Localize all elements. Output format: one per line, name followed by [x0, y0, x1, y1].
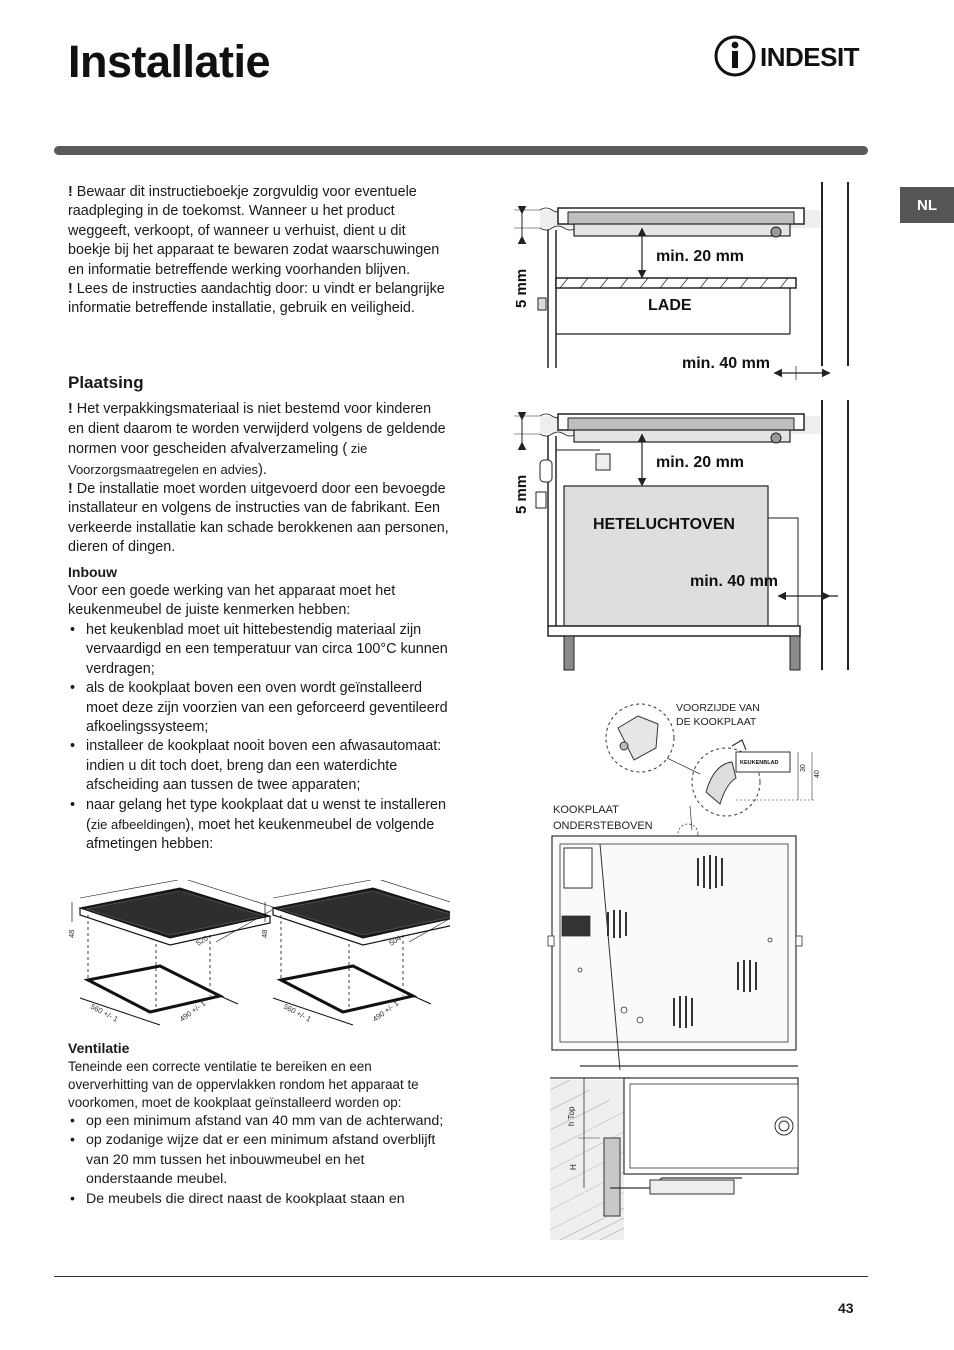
- list-item: • als de kookplaat boven een oven wordt geïnstalleerd moet deze zijn voorzien van een geforceerd geventileerd afkoelingssysteem;: [68, 679, 450, 737]
- oven-side-label: 5 mm: [513, 474, 530, 514]
- lade-gap-back-label: min. 40 mm: [682, 355, 771, 372]
- inbouw-intro: Voor een goede werking van het apparaat moet het keukenmeubel de juiste kenmerken hebben:: [68, 583, 396, 619]
- list-item: • het keukenblad moet uit hittebestendig materiaal zijn vervaardigd en een temperatuur van circa 100°C kunnen verdragen;: [68, 621, 450, 679]
- list-item: • installeer de kookplaat nooit boven een afwasautomaat: indien u dit toch doet, breng dan een waterdichte afscheiding aan tussen de twee apparaten;: [68, 737, 450, 795]
- oven-box-label: HETELUCHTOVEN: [593, 516, 735, 533]
- plaatsing-heading: Plaatsing: [68, 373, 144, 392]
- ventilatie-heading: Ventilatie: [68, 1040, 130, 1056]
- upside-label-line2: ONDERSTEBOVEN: [553, 820, 653, 832]
- brand-name: INDESIT: [760, 42, 860, 72]
- header-rule: [54, 146, 868, 155]
- ventilatie-intro: Teneinde een correcte ventilatie te bereiken en een oververhitting van de oppervlakken rondom het apparaat te voorkomen, moet de kookplaat geïnstalleerd worden op:: [68, 1059, 419, 1110]
- inbouw-heading: Inbouw: [68, 563, 117, 580]
- plaatsing-section: [68, 373, 450, 855]
- indesit-logo: [714, 34, 874, 78]
- dim-height-right: 48: [260, 929, 269, 938]
- lade-side-label: 5 mm: [513, 268, 530, 308]
- lade-gap-top-label: min. 20 mm: [656, 248, 745, 265]
- ventilatie-list: [68, 1112, 450, 1209]
- oven-gap-top-label: min. 20 mm: [656, 454, 745, 471]
- footer-rule: [54, 1276, 868, 1277]
- worktop-tag: KEUKENBLAD: [740, 760, 779, 766]
- plaatsing-paragraph-1: ! Het verpakkingsmateriaal is niet bestemd voor kinderen en dient daarom te worden verwijderd volgens de geldende normen voor gescheiden afvalverzameling ( zie Voorzorgsmaatregelen en advies).: [68, 401, 446, 478]
- page-title: Installatie: [68, 36, 271, 87]
- inbouw-list: [68, 621, 450, 855]
- intro-paragraph-1: ! Bewaar dit instructieboekje zorgvuldig voor eventuele raadpleging in de toekomst. Wanneer u het product weggeeft, verkoopt, of wanneer u verhuist, dient u dit boekje bij het apparaat te bewaren zodat waarschuwingen en informatie betreffende werking voorhanden blijven.: [68, 184, 440, 278]
- list-item: • De meubels die direct naast de kookplaat staan en: [68, 1190, 450, 1209]
- upside-label-line1: KOOKPLAAT: [553, 804, 619, 816]
- dim-cut-depth-right: 490 +/- 1: [370, 998, 401, 1024]
- intro-paragraph-2: ! Lees de instructies aandachtig door: u vindt er belangrijke informatie betreffende installatie, gebruik en veiligheid.: [68, 281, 445, 317]
- diagram-heteluchtoven: [514, 400, 848, 670]
- installation-diagrams: [500, 180, 860, 1250]
- dim-top-depth-left: 520: [194, 933, 210, 948]
- ventilatie-section: [68, 1039, 450, 1209]
- page-number: 43: [838, 1300, 854, 1316]
- front-label-line2: DE KOOKPLAAT: [676, 716, 757, 728]
- intro-section: [68, 183, 450, 319]
- list-item: • op een minimum afstand van 40 mm van de achterwand;: [68, 1112, 450, 1131]
- cutout-dimensions-figure: [60, 880, 450, 1040]
- plaatsing-paragraph-2: ! De installatie moet worden uitgevoerd door een bevoegde installateur en volgens de instructies van de fabrikant. Een verkeerde installatie kan schade berokkenen aan personen, dieren of dingen.: [68, 481, 449, 556]
- list-item: • op zodanige wijze dat er een minimum afstand overblijft van 20 mm tussen het inbouwmeubel en het onderstaande meubel.: [68, 1131, 450, 1189]
- dim-top-depth-right: 504: [387, 933, 403, 948]
- lade-box-label: LADE: [648, 297, 692, 314]
- language-tab: NL: [900, 187, 954, 223]
- diagram-lade: [514, 182, 848, 380]
- dim-cut-width-right: 560 +/- 1: [282, 1001, 313, 1024]
- oven-gap-back-label: min. 40 mm: [690, 573, 779, 590]
- cutout-right: [265, 880, 450, 1025]
- list-item: • naar gelang het type kookplaat dat u wenst te installeren (zie afbeeldingen), moet het keukenmeubel de volgende afmetingen hebben:: [68, 796, 450, 855]
- h-top-label: h Top: [567, 1106, 576, 1126]
- dim-top-width-right: 574: [371, 889, 384, 898]
- front-label-line1: VOORZIJDE VAN: [676, 702, 760, 714]
- dim-cut-width-left: 560 +/- 1: [89, 1001, 120, 1024]
- dim-30-label: 30: [800, 764, 807, 772]
- dim-height-left: 48: [67, 929, 76, 938]
- dim-40-label: 40: [814, 770, 821, 778]
- diagram-bevestiging: [548, 704, 816, 1240]
- h-label: H: [569, 1164, 578, 1170]
- cutout-left: [72, 880, 276, 1025]
- dim-top-width-left: 590: [178, 889, 191, 898]
- dim-cut-depth-left: 490 +/- 1: [177, 998, 208, 1024]
